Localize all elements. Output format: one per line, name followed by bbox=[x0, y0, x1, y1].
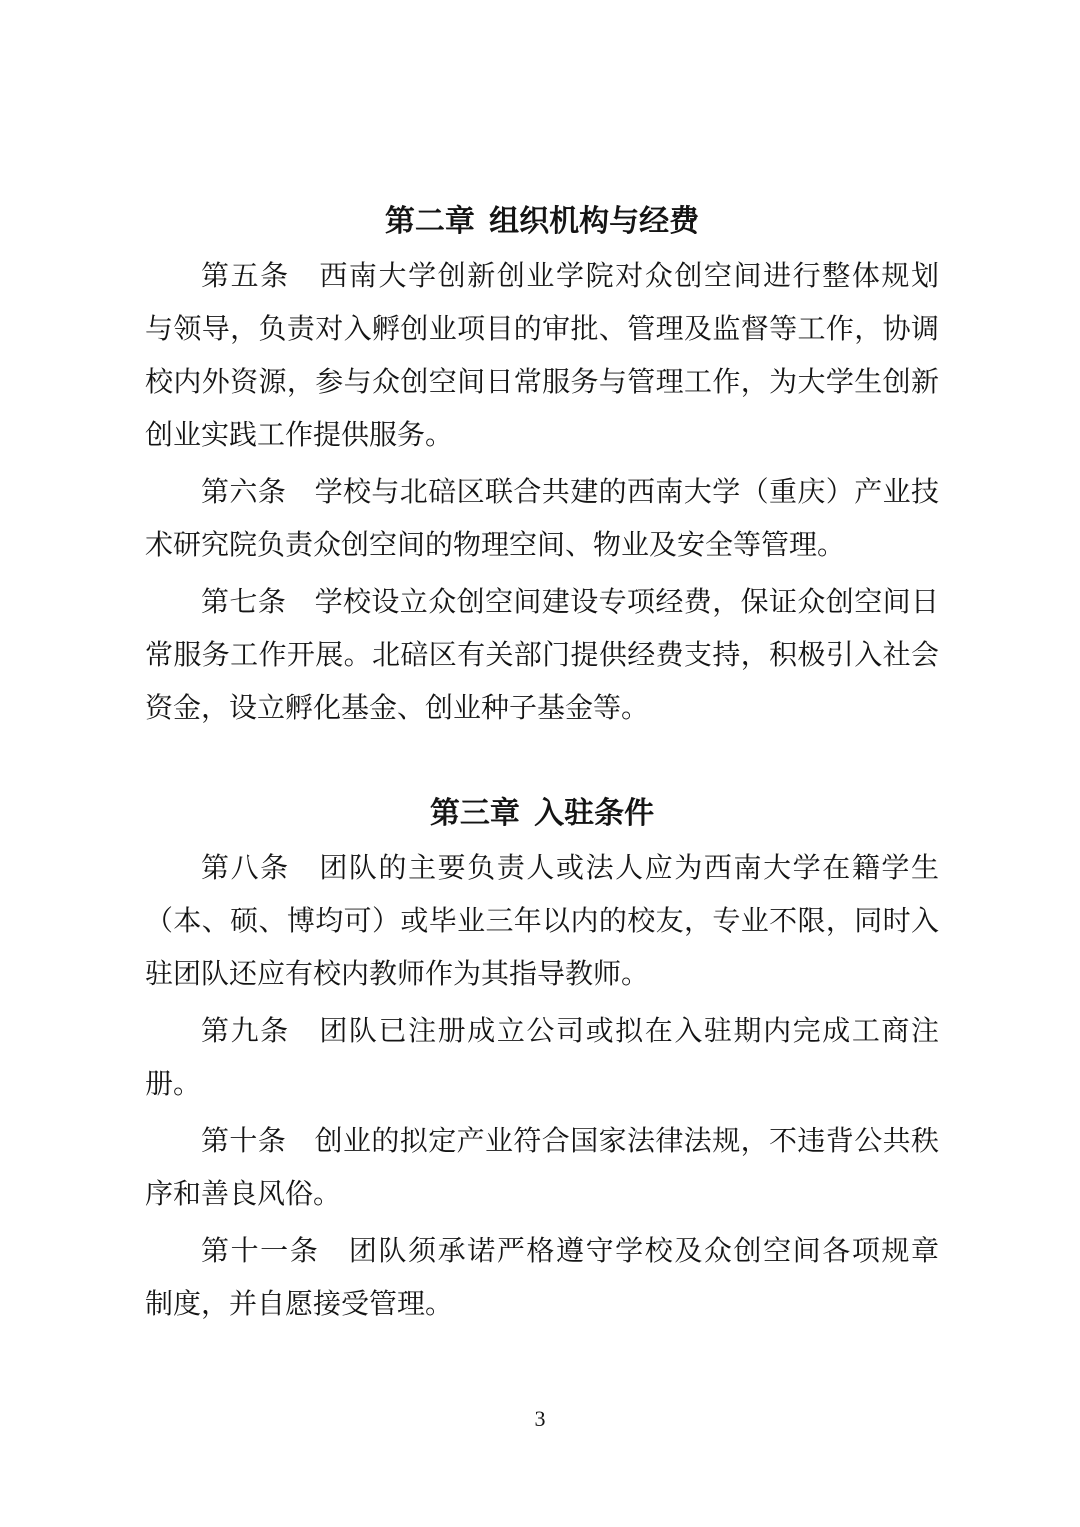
text-line: 册。 bbox=[145, 1069, 202, 1100]
article-paragraph bbox=[145, 842, 939, 1001]
text-line: 第七条 学校设立众创空间建设专项经费，保证众创空间日 bbox=[201, 587, 939, 618]
text-line: 第十条 创业的拟定产业符合国家法律法规，不违背公共秩 bbox=[201, 1126, 939, 1157]
text-line: 第八条 团队的主要负责人或法人应为西南大学在籍学生 bbox=[201, 853, 939, 884]
text-line: 序和善良风俗。 bbox=[145, 1179, 342, 1210]
article-paragraph bbox=[145, 1005, 939, 1111]
text-line: 资金，设立孵化基金、创业种子基金等。 bbox=[145, 693, 650, 724]
chapter-heading: 第三章 入驻条件 bbox=[429, 797, 655, 830]
text-line: 驻团队还应有校内教师作为其指导教师。 bbox=[145, 959, 650, 990]
text-line: 第十一条 团队须承诺严格遵守学校及众创空间各项规章 bbox=[201, 1236, 939, 1267]
text-line: 创业实践工作提供服务。 bbox=[145, 420, 454, 451]
text-line: 制度，并自愿接受管理。 bbox=[145, 1289, 454, 1320]
text-line: 第六条 学校与北碚区联合共建的西南大学（重庆）产业技 bbox=[201, 477, 939, 508]
text-line: （本、硕、博均可）或毕业三年以内的校友，专业不限，同时入 bbox=[145, 906, 939, 937]
article-paragraph bbox=[145, 466, 939, 572]
text-line: 术研究院负责众创空间的物理空间、物业及安全等管理。 bbox=[145, 530, 846, 561]
text-line: 校内外资源，参与众创空间日常服务与管理工作，为大学生创新 bbox=[145, 367, 939, 398]
text-line: 与领导，负责对入孵创业项目的审批、管理及监督等工作，协调 bbox=[145, 314, 939, 345]
page-number: 3 bbox=[534, 1406, 546, 1431]
article-paragraph bbox=[145, 576, 939, 735]
text-line: 常服务工作开展。北碚区有关部门提供经费支持，积极引入社会 bbox=[145, 640, 939, 671]
article-paragraph bbox=[145, 1115, 939, 1221]
document-content bbox=[145, 195, 939, 1335]
text-line: 第五条 西南大学创新创业学院对众创空间进行整体规划 bbox=[201, 261, 939, 292]
article-paragraph bbox=[145, 250, 939, 462]
article-paragraph bbox=[145, 1225, 939, 1331]
chapter-heading: 第二章 组织机构与经费 bbox=[384, 205, 700, 238]
text-line: 第九条 团队已注册成立公司或拟在入驻期内完成工商注 bbox=[201, 1016, 939, 1047]
